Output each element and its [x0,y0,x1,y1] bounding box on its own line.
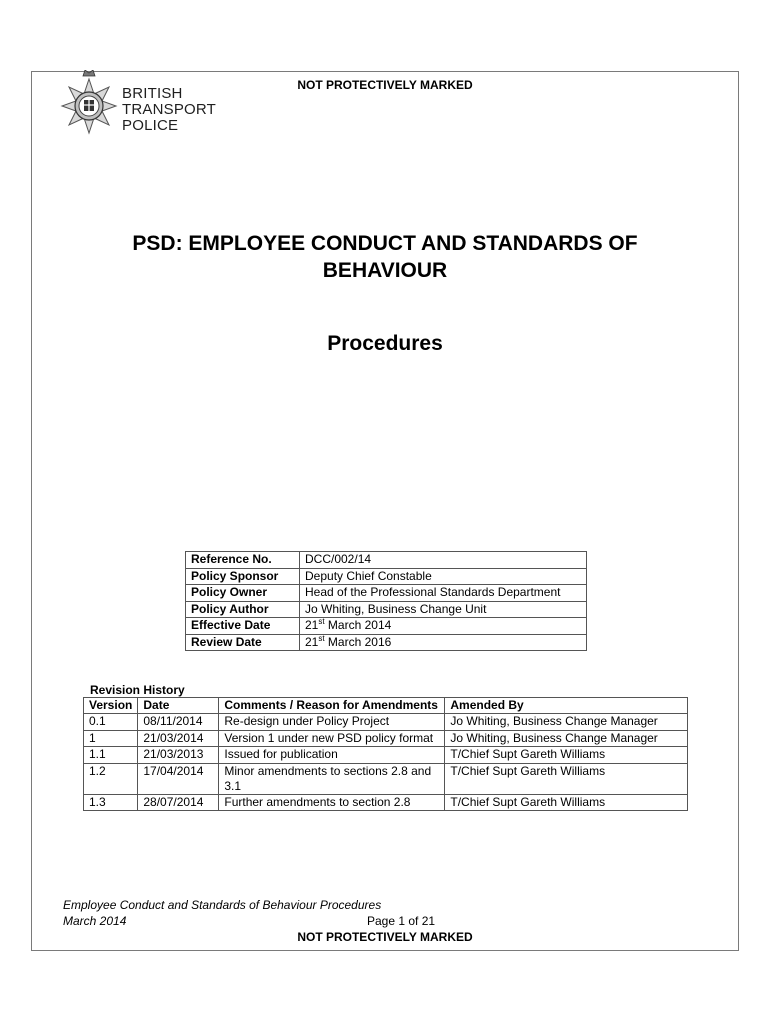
date-rest: March 2014 [324,618,392,633]
logo-line: TRANSPORT [122,101,217,118]
date-cell: 21/03/2014 [138,730,219,747]
date-suffix: st [318,633,325,643]
date-suffix: st [318,617,325,627]
footer-document-name: Employee Conduct and Standards of Behaviour Procedures [63,898,382,912]
version-cell: 1 [84,730,138,747]
page-border [31,71,739,951]
date-cell: 21/03/2013 [138,747,219,764]
footer-date: March 2014 [63,914,127,928]
meta-key: Reference No. [186,552,300,569]
meta-key: Effective Date [186,618,300,635]
table-row [84,763,688,794]
amended-by-cell: Jo Whiting, Business Change Manager [445,714,688,731]
document-title [0,230,770,284]
version-cell: 0.1 [84,714,138,731]
table-row [186,568,587,585]
column-header: Version [84,698,138,714]
comment-cell: Further amendments to section 2.8 [219,794,445,811]
date-day: 21 [305,618,319,633]
meta-value: Jo Whiting, Business Change Unit [300,601,587,618]
logo-line: POLICE [122,117,179,134]
date-cell: 17/04/2014 [138,763,219,794]
policy-metadata-table [185,551,587,651]
table-row [186,634,587,651]
amended-by-cell: T/Chief Supt Gareth Williams [445,794,688,811]
amended-by-cell: T/Chief Supt Gareth Williams [445,747,688,764]
date-cell: 08/11/2014 [138,714,219,731]
comment-cell: Minor amendments to sections 2.8 and 3.1 [219,763,445,794]
amended-by-cell: T/Chief Supt Gareth Williams [445,763,688,794]
logo-line: BRITISH [122,85,183,102]
table-header-row [84,698,688,714]
comment-cell: Version 1 under new PSD policy format [219,730,445,747]
meta-value: DCC/002/14 [300,552,587,569]
table-row [84,714,688,731]
meta-key: Policy Author [186,601,300,618]
table-row [84,747,688,764]
version-cell: 1.3 [84,794,138,811]
date-cell: 28/07/2014 [138,794,219,811]
table-row [186,601,587,618]
table-row [186,618,587,635]
meta-key: Policy Owner [186,585,300,602]
comment-cell: Issued for publication [219,747,445,764]
meta-value: Deputy Chief Constable [300,568,587,585]
meta-value [300,634,587,651]
column-header: Amended By [445,698,688,714]
table-row [84,794,688,811]
date-day: 21 [305,634,319,649]
revision-history-table [83,697,688,811]
version-cell: 1.2 [84,763,138,794]
amended-by-cell: Jo Whiting, Business Change Manager [445,730,688,747]
meta-value [300,618,587,635]
table-row [84,730,688,747]
logo-wordmark [122,86,216,134]
title-line-1: PSD: EMPLOYEE CONDUCT AND STANDARDS OF [132,232,638,255]
table-row [186,585,587,602]
column-header: Comments / Reason for Amendments [219,698,445,714]
meta-value: Head of the Professional Standards Department [300,585,587,602]
comment-cell: Re-design under Policy Project [219,714,445,731]
revision-history-heading: Revision History [90,683,185,697]
protective-marking-header: NOT PROTECTIVELY MARKED [297,78,473,92]
title-line-2: BEHAVIOUR [322,259,448,282]
column-header: Date [138,698,219,714]
document-subtitle: Procedures [327,332,443,355]
table-row [186,552,587,569]
meta-key: Policy Sponsor [186,568,300,585]
version-cell: 1.1 [84,747,138,764]
protective-marking-footer: NOT PROTECTIVELY MARKED [297,930,473,944]
page-number: Page 1 of 21 [367,914,436,928]
meta-key: Review Date [186,634,300,651]
date-rest: March 2016 [324,634,392,649]
